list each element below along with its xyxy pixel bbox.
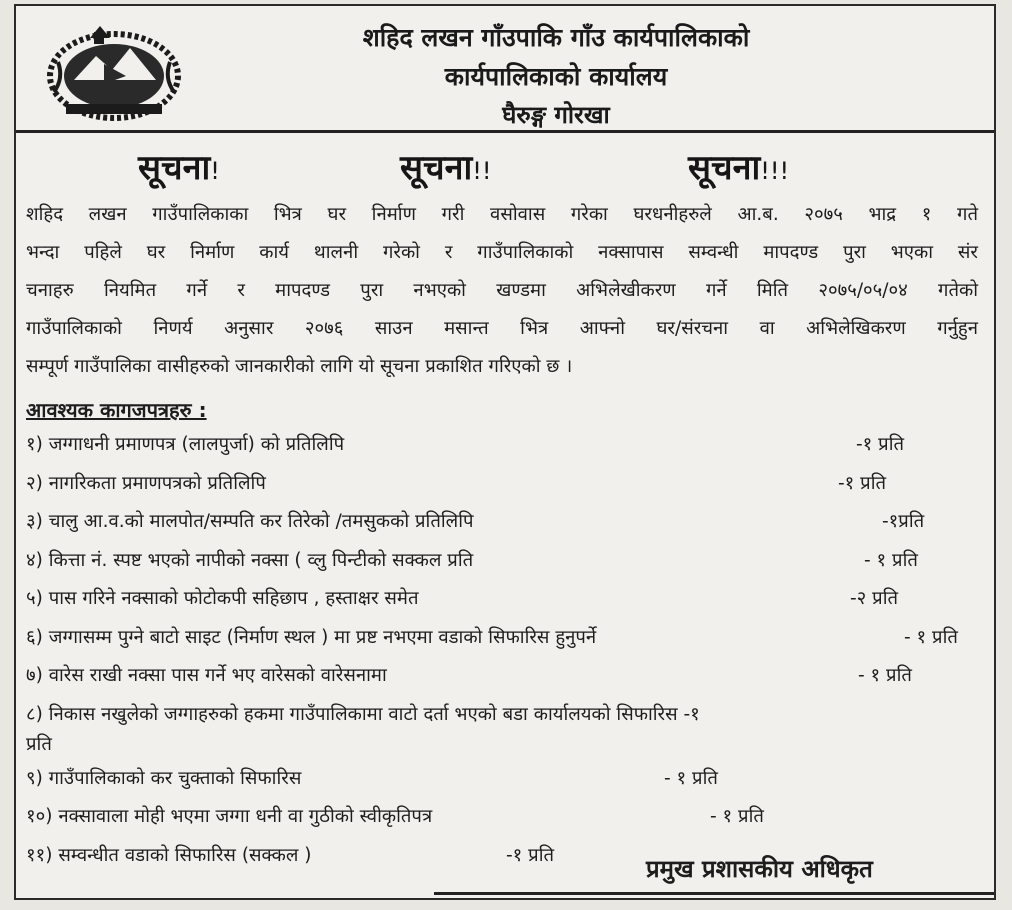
list-item [26, 503, 988, 542]
document-name: ३) चालु आ.व.को मालपोत/सम्पति कर तिरेको /तमसुकको प्रतिलिपि [26, 511, 474, 532]
document-name: ८) निकास नखुलेको जग्गाहरुको हकमा गाउँपालिकामा वाटो दर्ता भएको बडा कार्यालयको सिफारिस -१ [26, 703, 700, 725]
document-name: १) जग्गाधनी प्रमाणपत्र (लालपुर्जा) को प्रतिलिपि [26, 434, 345, 455]
document-quantity: - १ प्रति [864, 549, 918, 571]
bottom-divider [434, 892, 994, 895]
list-item [26, 580, 988, 619]
notice-mark-2: !! [472, 157, 492, 185]
notice-word: सूचना [138, 148, 211, 188]
notice-word: सूचना [688, 148, 761, 188]
paragraph-line: सम्पूर्ण गाउँपालिका वासीहरुको जानकारीको लागि यो सूचना प्रकाशित गरिएको छ । [26, 356, 573, 377]
notice-heading-3 [688, 143, 789, 189]
office-title: कार्यपालिकाको कार्यालय [444, 62, 668, 91]
list-item [26, 542, 988, 581]
document-quantity: - १ प्रति [858, 665, 912, 686]
list-item [26, 760, 988, 799]
notice-mark-1: ! [210, 157, 220, 185]
document-quantity: -२ प्रति [850, 588, 899, 609]
signatory-title: प्रमुख प्रशासकीय अधिकृत [646, 855, 873, 883]
document-quantity: प्रति [26, 733, 52, 755]
list-item [26, 619, 988, 658]
document-name: ४) कित्ता नं. स्पष्ट भएको नापीको नक्सा ( व्लु पिन्टीको सक्कल प्रति [26, 549, 474, 571]
notice-word: सूचना [400, 148, 473, 188]
list-item [26, 465, 988, 504]
notice-heading-2 [400, 143, 492, 189]
notice-page [14, 4, 996, 900]
nepal-government-emblem-icon [34, 18, 194, 126]
document-quantity: -१ प्रति [506, 844, 555, 866]
office-location: घैरुङ्ग गोरखा [502, 101, 610, 129]
list-item [26, 696, 988, 760]
paragraph-line: भन्दा पहिले घर निर्माण कार्य थालनी गरेको र गाउँपालिकाको नक्सापास सम्वन्धी मापदण्ड पुरा भएका संर [26, 242, 978, 263]
notice-paragraph [26, 196, 978, 386]
paragraph-line: गाउँपालिकाको निणर्य अनुसार २०७६ साउन मसान्त भित्र आफ्नो घर/संरचना वा अभिलेखिकरण गर्नुहुन [26, 318, 978, 339]
document-quantity: -१ प्रति [856, 434, 905, 455]
document-name: २) नागरिकता प्रमाणपत्रको प्रतिलिपि [26, 472, 266, 494]
list-item [26, 798, 988, 837]
document-name: ७) वारेस राखी नक्सा पास गर्ने भए वारेसको वारेसनामा [26, 665, 387, 686]
document-name: ९) गाउँपालिकाको कर चुक्ताको सिफारिस [26, 767, 302, 789]
paragraph-line: शहिद लखन गाउँपालिकाका भित्र घर निर्माण गरी वसोवास गरेका घरधनीहरुले आ.ब. २०७५ भाद्र १ गते [26, 204, 978, 225]
notice-mark-3: !!! [760, 157, 790, 185]
document-name: ६) जग्गासम्म पुग्ने बाटो साइट (निर्माण स्थल ) मा प्रष्ट नभएमा वडाको सिफारिस हुनुपर्ने [26, 626, 597, 648]
document-quantity: -१ प्रति [838, 472, 887, 494]
document-name: १०) नक्सावाला मोही भएमा जग्गा धनी वा गुठीको स्वीकृतिपत्र [26, 806, 433, 827]
document-name: ५) पास गरिने नक्साको फोटोकपी सहिछाप , हस्ताक्षर समेत [26, 588, 419, 609]
required-documents-list [26, 426, 988, 875]
list-item [26, 657, 988, 696]
office-header [16, 6, 994, 133]
paragraph-line: चनाहरु नियमित गर्ने र मापदण्ड पुरा नभएको खण्डमा अभिलेखीकरण गर्ने मिति २०७५/०५/०४ गतेको [26, 280, 978, 301]
notice-heading-1 [138, 143, 220, 189]
document-quantity: - १ प्रति [904, 626, 958, 648]
required-documents-heading: आवश्यक कागजपत्रहरु : [26, 398, 207, 422]
list-item [26, 426, 988, 465]
document-quantity: -१प्रति [882, 511, 925, 532]
document-name: ११) सम्वन्धीत वडाको सिफारिस (सक्कल ) [26, 844, 312, 866]
document-quantity: - १ प्रति [710, 806, 764, 827]
document-quantity: - १ प्रति [664, 767, 718, 789]
municipality-title: शहिद लखन गाँउपाकि गाँउ कार्यपालिकाको [362, 23, 750, 52]
